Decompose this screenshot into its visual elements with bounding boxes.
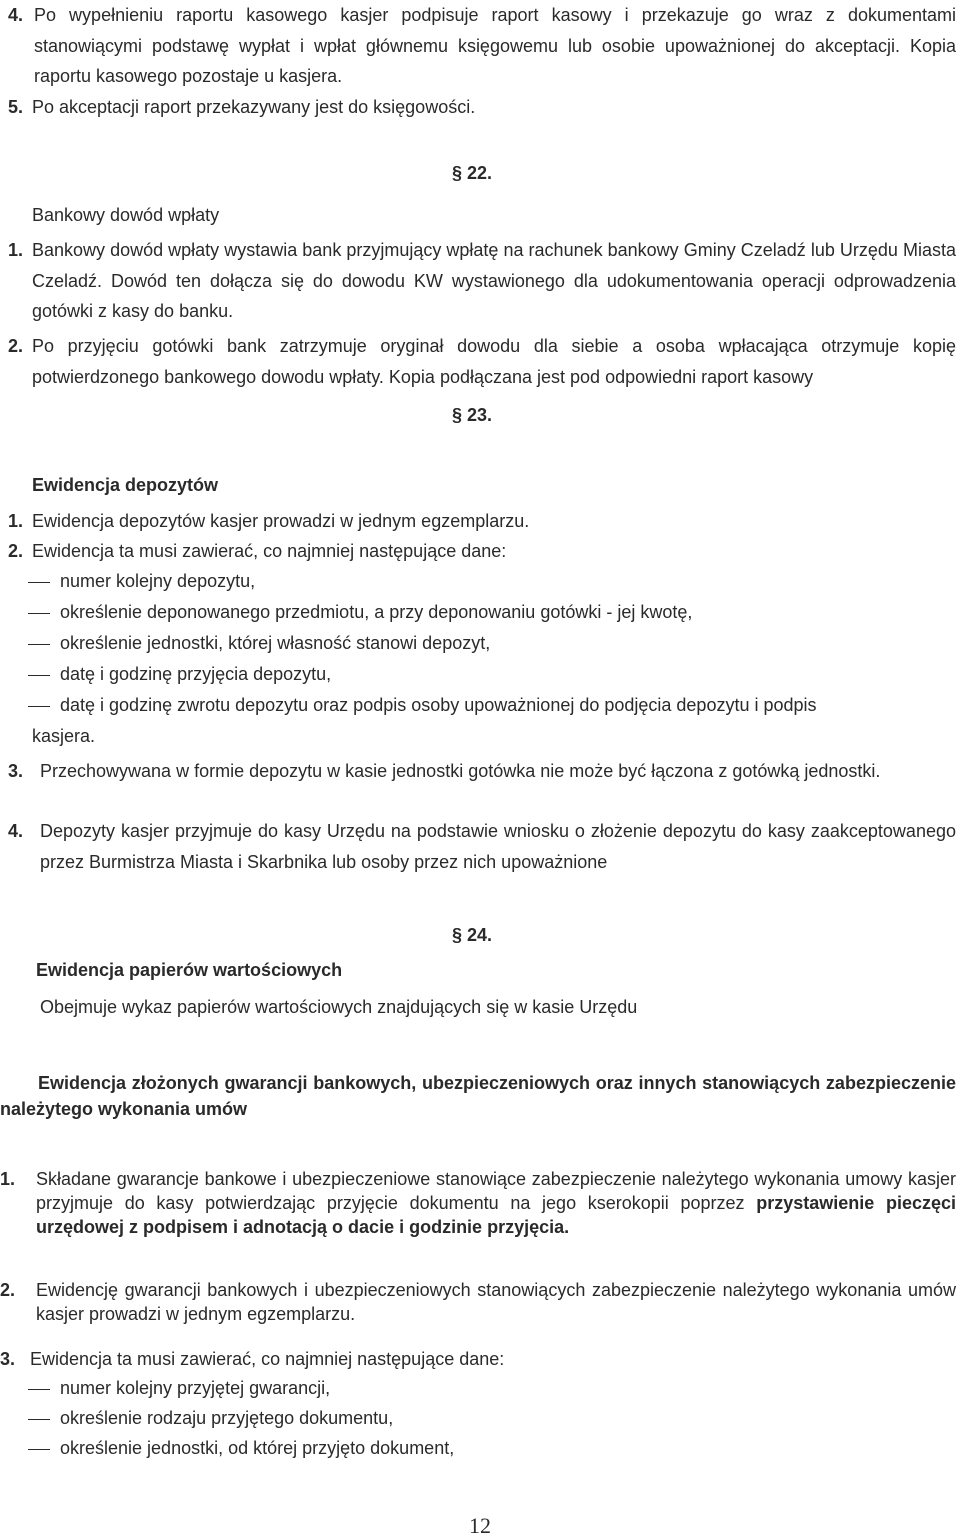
item-text: Po przyjęciu gotówki bank zatrzymuje oryginał dowodu dla siebie a osoba wpłacająca otrzymuje kopię potwierdzonego bankowego dowodu wpłaty. Kopia podłączana jest pod odpowiedni raport kasowy [32,336,956,387]
list-item [0,506,960,536]
item-number: 4. [8,5,24,25]
item-number: 5. [8,97,24,117]
list-item [0,1167,960,1267]
dash-text: określenie deponowanego przedmiotu, a przy deponowaniu gotówki - jej kwotę, [60,602,693,622]
list-item [0,536,960,566]
dash-item [28,633,490,654]
guarantees-heading: Ewidencja złożonych gwarancji bankowych, ubezpieczeniowych oraz innych stanowiących zabezpieczenie należytego wykonania umów [0,1073,956,1119]
item-number: 3. [0,1349,16,1369]
dash-text: numer kolejny przyjętej gwarancji, [60,1378,331,1398]
dash-marker [28,644,50,646]
paragraph-text: Po wypełnieniu raportu kasowego kasjer podpisuje raport kasowy i przekazuje go wraz z dokumentami stanowiącymi podstawę wypłat i wpłat głównemu księgowemu lub osobie upoważnionej do akceptacji. Kopia raportu kasowego pozostaje u kasjera. [34,5,956,86]
item-text: Ewidencja depozytów kasjer prowadzi w jednym egzemplarzu. [32,511,530,531]
paragraph-5 [0,92,960,126]
dash-text: określenie jednostki, od której przyjęto dokument, [60,1438,455,1458]
dash-marker [28,613,50,615]
dash-text: określenie jednostki, której własność stanowi depozyt, [60,633,491,653]
list-item [0,816,960,878]
dash-marker [28,1449,50,1451]
item-text: Przechowywana w formie depozytu w kasie jednostki gotówka nie może być łączona z gotówką jednostki. [40,761,881,781]
dash-item [28,1438,454,1459]
item-text [36,1167,956,1239]
dash-marker [28,706,50,708]
dash-text: datę i godzinę przyjęcia depozytu, [60,664,332,684]
dash-item [28,602,692,623]
dash-marker [28,582,50,584]
paragraph-4 [0,0,960,100]
item-text: Ewidencja ta musi zawierać, co najmniej następujące dane: [30,1349,505,1369]
section-number-23: § 23. [452,405,493,425]
dash-item [28,1408,393,1429]
list-item [0,1347,960,1373]
dash-marker [28,1389,50,1391]
section-heading: Ewidencja papierów wartościowych [36,960,343,980]
item-number: 2. [0,1280,16,1300]
section-text: Obejmuje wykaz papierów wartościowych znajdujących się w kasie Urzędu [40,997,638,1017]
item-number: 1. [8,511,24,531]
dash-text: numer kolejny depozytu, [60,571,256,591]
section-number-24: § 24. [452,925,493,945]
dash-continuation: kasjera. [32,726,96,746]
paragraph-text: Po akceptacji raport przekazywany jest do księgowości. [32,97,476,117]
item-text-plain: Składane gwarancje bankowe i ubezpieczeniowe stanowiące zabezpieczenie należytego wykonania umowy kasjer przyjmuje do kasy potwierdzając przyjęcie dokumentu na jego kserokopii poprzez [36,1169,956,1213]
list-item [0,235,960,331]
section-heading: Bankowy dowód wpłaty [32,205,220,225]
page-number: 12 [469,1513,491,1538]
dash-marker [28,1419,50,1421]
list-item [0,756,960,818]
item-text: Ewidencja ta musi zawierać, co najmniej następujące dane: [32,541,507,561]
item-number: 1. [0,1169,16,1189]
section-heading: Ewidencja depozytów [32,475,219,495]
section-number-22: § 22. [452,163,493,183]
dash-marker [28,675,50,677]
dash-item [28,571,255,592]
item-number: 3. [8,761,24,781]
item-text: Bankowy dowód wpłaty wystawia bank przyjmujący wpłatę na rachunek bankowy Gminy Czeladź lub Urzędu Miasta Czeladź. Dowód ten dołącza się do dowodu KW wystawionego dla udokumentowania operacji odprowadzenia gotówki z kasy do banku. [32,240,956,321]
dash-item [28,1378,330,1399]
dash-text: określenie rodzaju przyjętego dokumentu, [60,1408,394,1428]
dash-text: datę i godzinę zwrotu depozytu oraz podpis osoby upoważnionej do podjęcia depozytu i podpis [60,695,817,715]
item-text: Ewidencję gwarancji bankowych i ubezpieczeniowych stanowiących zabezpieczenie należytego wykonania umów kasjer prowadzi w jednym egzemplarzu. [36,1280,956,1324]
item-text-bold: przystawienie pieczęci urzędowej z podpisem i adnotacją o dacie i godzinie przyjęcia. [36,1193,956,1237]
item-number: 4. [8,821,24,841]
item-number: 2. [8,336,24,356]
list-item [0,1278,960,1328]
dash-item [28,664,331,685]
item-number: 1. [8,240,24,260]
dash-item [28,695,817,716]
item-number: 2. [8,541,24,561]
item-text: Depozyty kasjer przyjmuje do kasy Urzędu na podstawie wniosku o złożenie depozytu do kasy zaakceptowanego przez Burmistrza Miasta i Skarbnika lub osoby przez nich upoważnione [40,821,956,872]
